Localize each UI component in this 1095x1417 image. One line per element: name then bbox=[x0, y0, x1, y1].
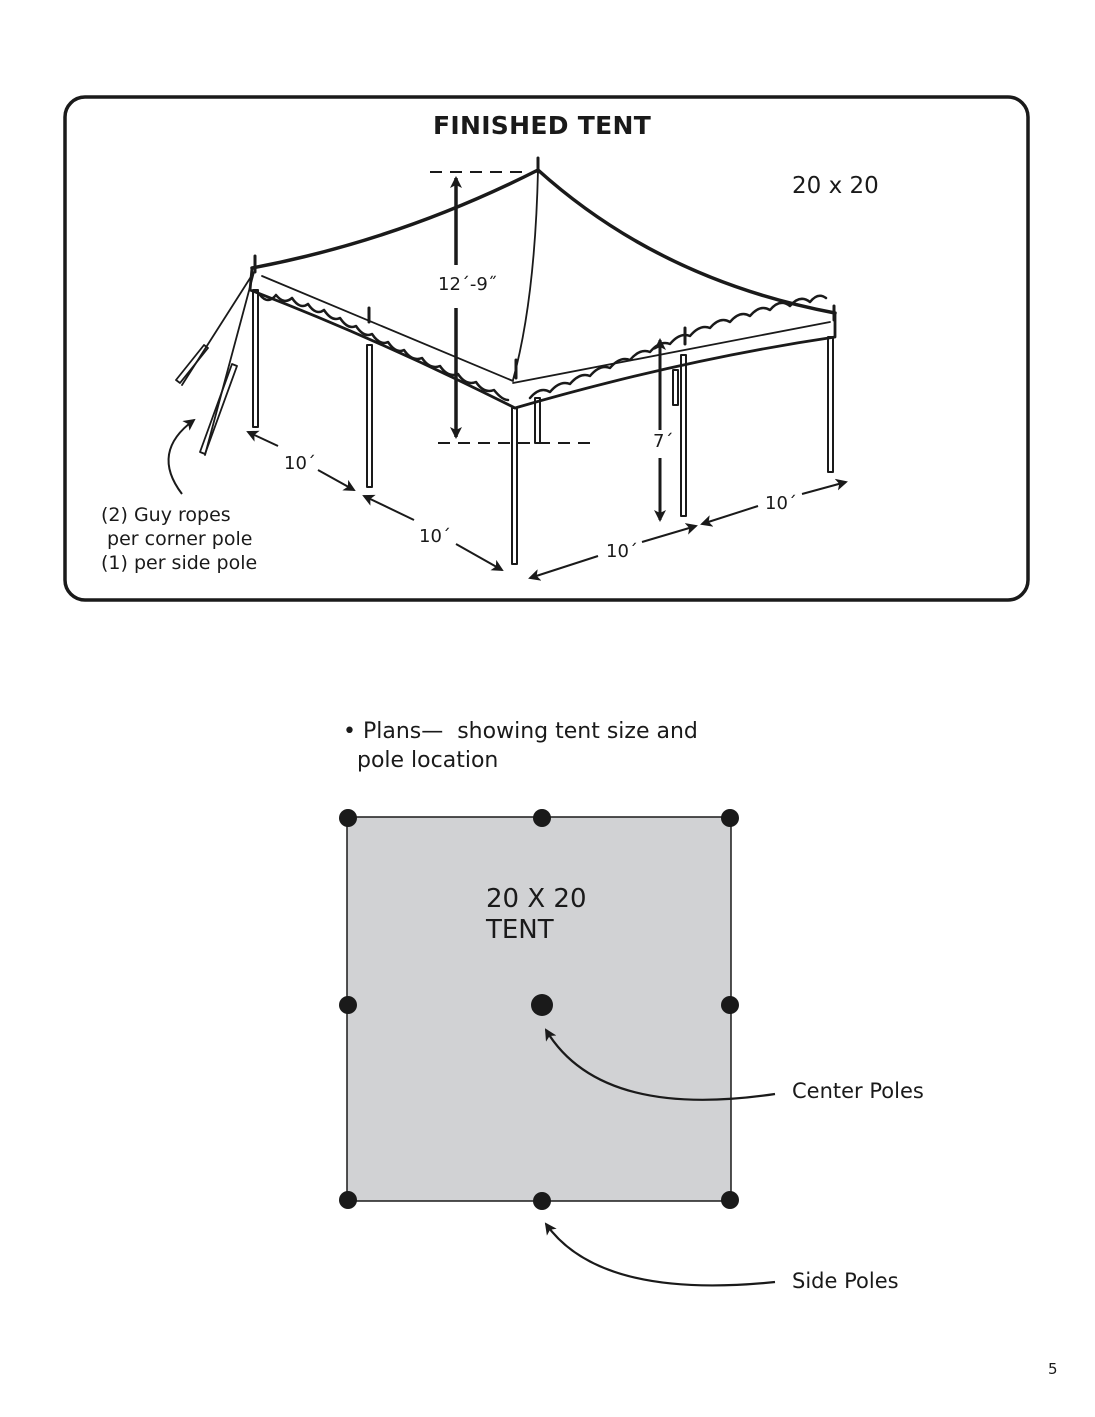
guy-rope-note: (2) Guy ropes per corner pole (1) per side pole bbox=[101, 504, 258, 574]
plan-tent-label: 20 X 20 TENT bbox=[486, 884, 587, 945]
guy-rope-leader-arrow bbox=[169, 420, 194, 494]
width-dim-label: 10´ bbox=[765, 493, 797, 514]
center-poles-label: Center Poles bbox=[792, 1079, 924, 1103]
side-poles-leader-arrow bbox=[546, 1224, 775, 1285]
side-pole bbox=[533, 1192, 551, 1210]
center-pole bbox=[531, 994, 553, 1016]
height-dimension bbox=[430, 172, 660, 520]
peak-height-label: 12´-9˝ bbox=[438, 274, 497, 295]
side-poles-label: Side Poles bbox=[792, 1269, 899, 1293]
side-pole bbox=[721, 996, 739, 1014]
page-number: 5 bbox=[1048, 1360, 1058, 1378]
corner-pole bbox=[721, 809, 739, 827]
tent-illustration bbox=[176, 158, 835, 564]
side-pole bbox=[533, 809, 551, 827]
corner-pole bbox=[339, 1191, 357, 1209]
width-dim-label: 10´ bbox=[606, 541, 638, 562]
side-pole bbox=[339, 996, 357, 1014]
finished-tent-title: FINISHED TENT bbox=[433, 111, 652, 140]
width-dim-label: 10´ bbox=[419, 526, 451, 547]
corner-pole bbox=[721, 1191, 739, 1209]
plan-intro-text: • Plans— showing tent size and pole location bbox=[343, 719, 698, 773]
corner-pole bbox=[339, 809, 357, 827]
width-dimensions bbox=[248, 432, 846, 578]
tent-size-label: 20 x 20 bbox=[792, 173, 879, 199]
side-height-label: 7´ bbox=[653, 431, 674, 452]
width-dim-label: 10´ bbox=[284, 453, 316, 474]
